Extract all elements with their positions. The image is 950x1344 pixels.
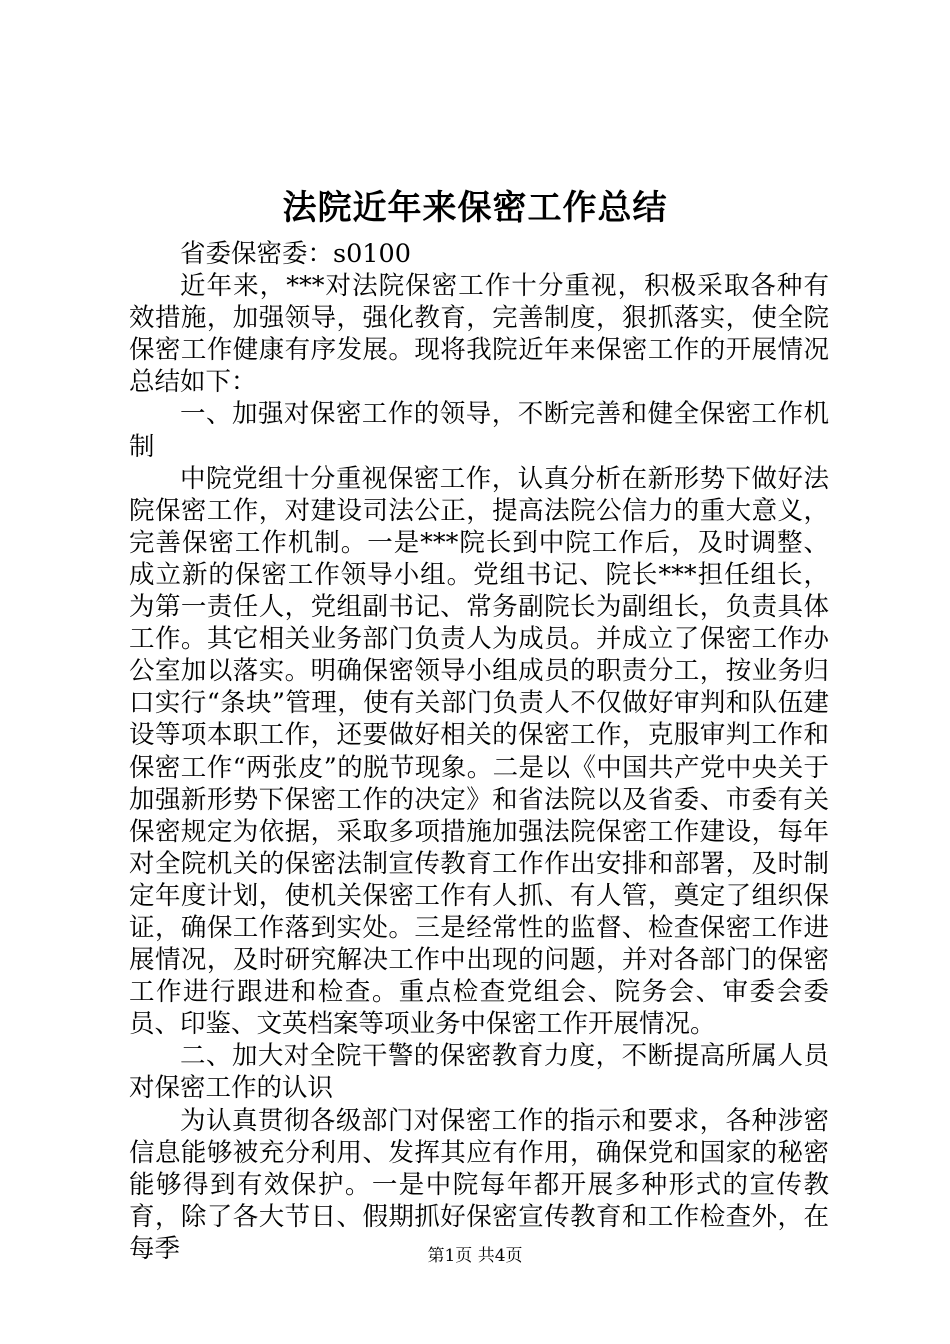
recipient-line: 省委保密委：s0100 (180, 239, 411, 269)
section-1-paragraph: 中院党组十分重视保密工作，认真分析在新形势下做好法院保密工作，对建设司法公正，提高法院公信力的重大意义，完善保密工作机制。一是***院长到中院工作后，及时调整、成立新的保密工作领导小组。党组书记、院长***担任组长，为第一责任人，党组副书记、常务副院长为副组长，负责具体工作。其它相关业务部门负责人为成员。并成立了保密工作办公室加以落实。明确保密领导小组成员的职责分工，按业务归口实行“条块”管理，使有关部门负责人不仅做好审判和队伍建设等项本职工作，还要做好相关的保密工作，克服审判工作和保密工作“两张皮”的脱节现象。二是以《中国共产党中央关于加强新形势下保密工作的决定》和省法院以及省委、市委有关保密规定为依据，采取多项措施加强法院保密工作建设，每年对全院机关的保密法制宣传教育工作作出安排和部署，及时制定年度计划，使机关保密工作有人抓、有人管，奠定了组织保证，确保工作落到实处。三是经常性的监督、检查保密工作进展情况，及时研究解决工作中出现的问题，并对各部门的保密工作进行跟进和检查。重点检查党组会、院务会、审委会委员、印鉴、文英档案等项业务中保密工作开展情况。 (129, 463, 829, 1040)
section-2-paragraph: 为认真贯彻各级部门对保密工作的指示和要求，各种涉密信息能够被充分利用、发挥其应有作用，确保党和国家的秘密能够得到有效保护。一是中院每年都开展多种形式的宣传教育，除了各大节日、假期抓好保密宣传教育和工作检查外，在每季 (129, 1105, 829, 1264)
document-body (129, 238, 829, 1265)
section-heading-2: 二、加大对全院干警的保密教育力度，不断提高所属人员对保密工作的认识 (129, 1041, 829, 1104)
intro-paragraph: 近年来，***对法院保密工作十分重视，积极采取各种有效措施，加强领导，强化教育，完善制度，狠抓落实，使全院保密工作健康有序发展。现将我院近年来保密工作的开展情况总结如下： (129, 271, 829, 398)
document-title: 法院近年来保密工作总结 (282, 188, 668, 228)
section-heading-1: 一、加强对保密工作的领导，不断完善和健全保密工作机制 (129, 399, 829, 462)
page-footer: 第1页 共4页 (427, 1246, 523, 1266)
